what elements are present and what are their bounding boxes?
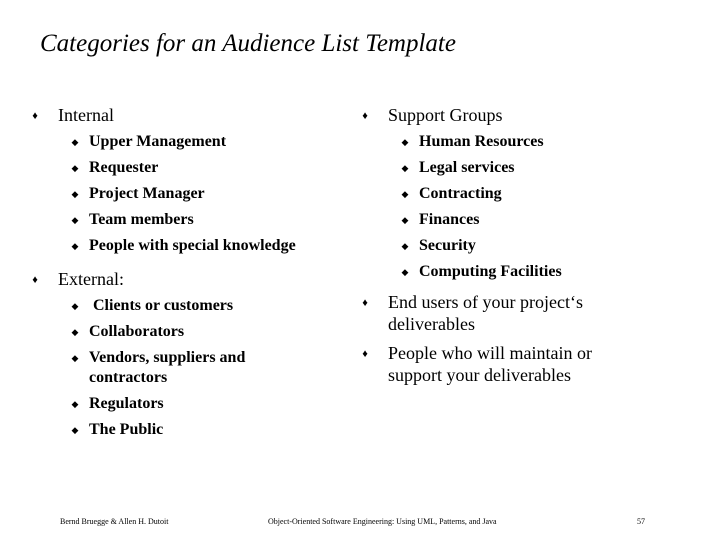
list-item-label: People with special knowledge	[89, 237, 296, 254]
diamond-bullet-icon: ◆	[71, 425, 79, 435]
diamond-bullet-icon: ◆	[71, 353, 79, 363]
support-groups-heading	[360, 104, 700, 126]
list-item	[30, 158, 350, 178]
list-item-label: Collaborators	[89, 323, 185, 340]
end-users-label: End users of your project‘s deliverables	[388, 292, 583, 334]
diamond-bullet-icon: ◆	[401, 163, 409, 173]
list-item-label: Computing Facilities	[419, 263, 562, 280]
list-item-label: The Public	[89, 421, 164, 438]
list-item	[360, 132, 700, 152]
list-item-label: Security	[419, 237, 476, 254]
diamond-bullet-icon: ◆	[71, 137, 79, 147]
diamond-bullet-icon: ◆	[71, 215, 79, 225]
list-item	[30, 348, 279, 388]
list-item	[30, 132, 350, 152]
list-item-label: Legal services	[419, 159, 515, 176]
diamond-bullet-icon: ◆	[401, 241, 409, 251]
external-label: External:	[58, 269, 124, 289]
list-item-label: Vendors, suppliers and contractors	[89, 349, 246, 386]
diamond-bullet-icon: ◆	[71, 399, 79, 409]
list-item	[360, 184, 700, 204]
diamond-bullet-icon: ◆	[71, 241, 79, 251]
end-users-item	[360, 291, 633, 335]
slide-title: Categories for an Audience List Template	[40, 30, 456, 57]
list-item	[30, 420, 350, 440]
diamond-bullet-icon: ◆	[71, 327, 79, 337]
list-item	[360, 262, 700, 282]
list-item-label: Clients or customers	[89, 297, 234, 314]
list-item	[30, 394, 350, 414]
diamond-bullet-icon: ◆	[71, 301, 79, 311]
list-item	[30, 210, 350, 230]
footer-book-title: Object-Oriented Software Engineering: Using UML, Patterns, and Java	[268, 517, 497, 526]
diamond-bullet-icon: ♦	[362, 348, 368, 360]
diamond-bullet-icon: ◆	[401, 189, 409, 199]
left-column	[30, 104, 350, 440]
list-item	[30, 296, 350, 316]
list-item-label: Finances	[419, 211, 480, 228]
diamond-bullet-icon: ♦	[32, 274, 38, 286]
internal-label: Internal	[58, 105, 114, 125]
diamond-bullet-icon: ◆	[401, 137, 409, 147]
diamond-bullet-icon: ♦	[32, 110, 38, 122]
diamond-bullet-icon: ♦	[362, 297, 368, 309]
maintainers-label: People who will maintain or support your deliverables	[388, 343, 592, 385]
list-item-label: Requester	[89, 159, 159, 176]
diamond-bullet-icon: ◆	[71, 163, 79, 173]
list-item-label: Regulators	[89, 395, 164, 412]
diamond-bullet-icon: ◆	[401, 215, 409, 225]
internal-heading	[30, 104, 350, 126]
list-item	[360, 158, 700, 178]
list-item	[30, 322, 350, 342]
list-item	[30, 236, 350, 256]
list-item	[30, 184, 350, 204]
footer-page-number: 57	[637, 517, 645, 526]
list-item-label: Upper Management	[89, 133, 227, 150]
list-item-label: Team members	[89, 211, 194, 228]
list-item-label: Human Resources	[419, 133, 544, 150]
right-column	[360, 104, 700, 386]
support-groups-label: Support Groups	[388, 105, 503, 125]
diamond-bullet-icon: ◆	[401, 267, 409, 277]
diamond-bullet-icon: ◆	[71, 189, 79, 199]
external-heading	[30, 268, 350, 290]
list-item	[360, 210, 700, 230]
maintainers-item	[360, 342, 633, 386]
diamond-bullet-icon: ♦	[362, 110, 368, 122]
list-item-label: Contracting	[419, 185, 502, 202]
list-item	[360, 236, 700, 256]
footer-authors: Bernd Bruegge & Allen H. Dutoit	[60, 517, 169, 526]
list-item-label: Project Manager	[89, 185, 205, 202]
